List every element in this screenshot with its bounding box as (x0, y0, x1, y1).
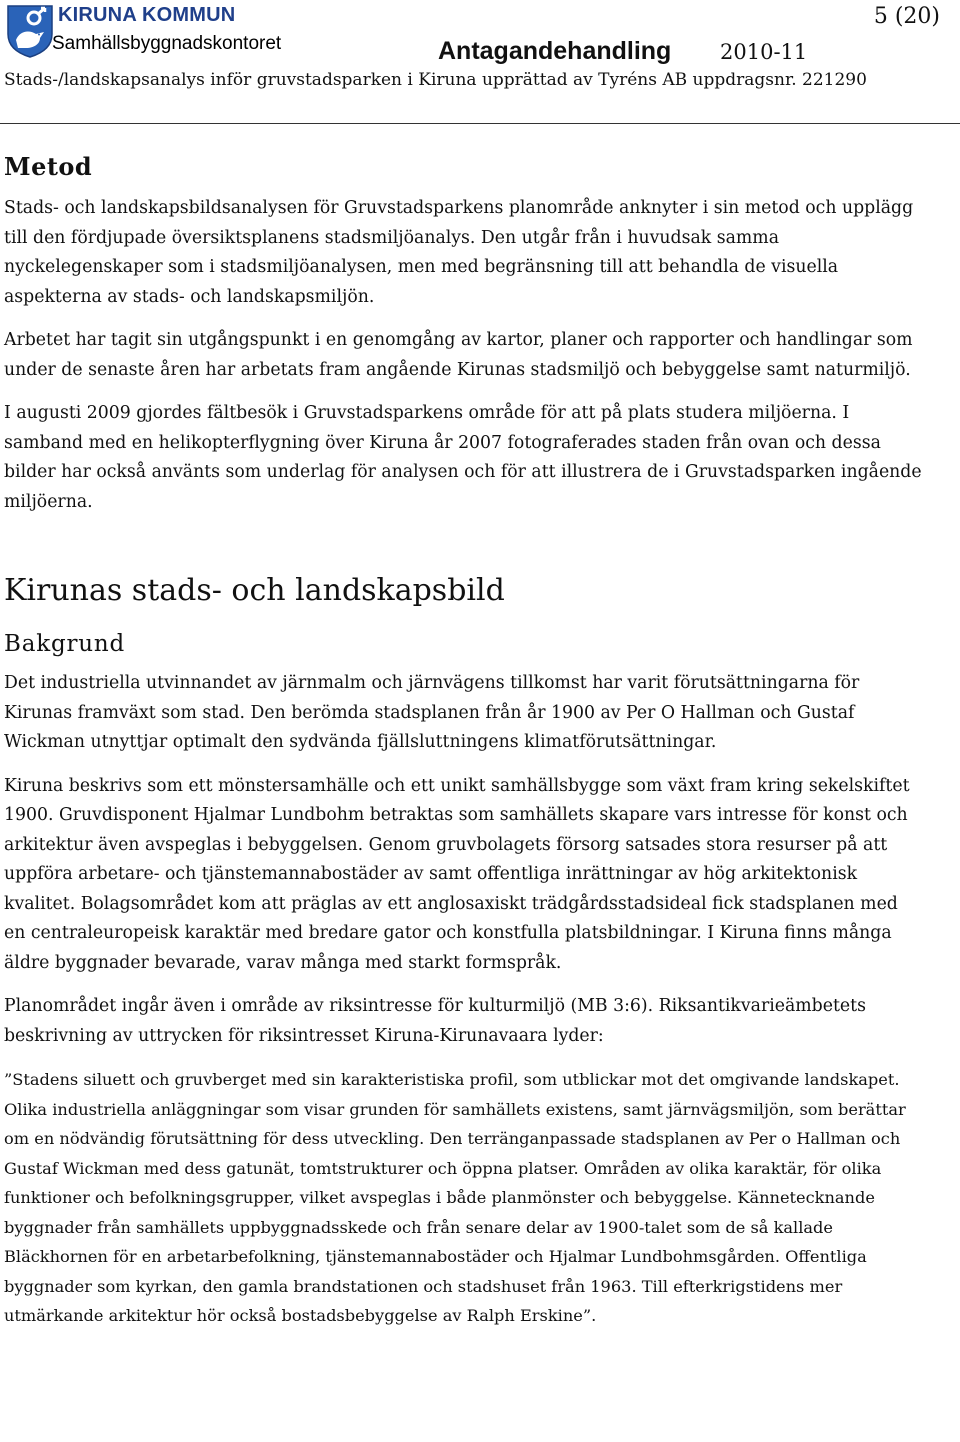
paragraph: Arbetet har tagit sin utgångspunkt i en genomgång av kartor, planer och rapporter och handlingar som under de senaste åren har arbetats fram angående Kirunas stadsmiljö och bebyggelse samt naturmiljö. (4, 330, 913, 380)
section-heading-stadsbild: Kirunas stads- och landskapsbild (4, 573, 505, 608)
document-type: Antagandehandling (438, 37, 672, 65)
paragraph: Planområdet ingår även i område av riksintresse för kulturmiljö (MB 3:6). Riksantikvarieämbetets beskrivning av uttrycken för riksintresset Kiruna-Kirunavaara lyder: (4, 996, 866, 1046)
paragraph: Det industriella utvinnandet av järnmalm och järnvägens tillkomst har varit förutsättningarna för Kirunas framväxt som stad. Den berömda stadsplanen från år 1900 av Per O Hallman och Gustaf Wickman utnyttjar optimalt den sydvända fjällsluttningens klimatförutsättningar. (4, 673, 860, 752)
document-subtitle: Stads-/landskapsanalys inför gruvstadsparken i Kiruna upprättad av Tyréns AB uppdragsnr. 221290 (4, 70, 867, 90)
section-heading-metod: Metod (4, 152, 93, 181)
paragraph: I augusti 2009 gjordes fältbesök i Gruvstadsparkens område för att på plats studera miljöerna. I samband med en helikopterflygning över Kiruna år 2007 fotograferades staden från ovan och dessa bilder har också använts som underlag för analysen och för att illustrera de i Gruvstadsparken ingående miljöerna. (4, 403, 922, 512)
document-body (4, 150, 924, 1331)
subheading-bakgrund: Bakgrund (4, 631, 126, 657)
office-name: Samhällsbyggnadskontoret (52, 33, 282, 54)
kiruna-coat-of-arms-icon (6, 4, 54, 58)
header-divider (0, 123, 960, 124)
paragraph: Kiruna beskrivs som ett mönstersamhälle och ett unikt samhällsbygge som växt fram kring sekelskiftet 1900. Gruvdisponent Hjalmar Lundbohm betraktas som samhällets skapare vars intresse för konst och arkitektur även avspeglas i bebyggelsen. Genom gruvbolagets försorg satsades stora resurser på att uppföra arbetare- och tjänstemannabostäder av samt offentliga inrättningar av hög arkitektonisk kvalitet. Bolagsområdet kom att präglas av ett anglosaxiskt trädgårdsstadsideal fick stadsplanen med en centraleuropeisk karaktär med bredare gator och konstfulla platsbildningar. I Kiruna finns många äldre byggnader bevarade, varav många med starkt formspråk. (4, 775, 910, 973)
organization-name: KIRUNA KOMMUN (58, 4, 236, 26)
page-number: 5 (20) (873, 4, 940, 29)
paragraph: Stads- och landskapsbildsanalysen för Gruvstadsparkens planområde anknyter i sin metod och upplägg till den fördjupade översiktsplanens stadsmiljöanalys. Den utgår från i huvudsak samma nyckelegenskaper som i stadsmiljöanalysen, men med begränsning till att behandla de visuella aspekterna av stads- och landskapsmiljön. (4, 198, 914, 307)
document-date: 2010-11 (720, 40, 808, 64)
quote-riksintresse: ”Stadens siluett och gruvberget med sin karakteristiska profil, som utblickar mot det omgivande landskapet. Olika industriella anläggningar som visar grunden för samhällets existens, samt järnvägsmiljön, som berättar om en nödvändig förutsättning för dess utveckling. Den terränganpassade stadsplanen av Per o Hallman och Gustaf Wickman med dess gatunät, tomtstrukturer och öppna platser. Områden av olika karaktär, för olika funktioner och befolkningsgrupper, vilket avspeglas i både planmönster och bebyggelse. Kännetecknande byggnader från samhällets uppbyggnadsskede och från senare delar av 1900-talet som de så kallade Bläckhornen för en arbetarbefolkning, tjänstemannabostäder och Hjalmar Lundbohmsgården. Offentliga byggnader som kyrkan, den gamla brandstationen och stadshuset från 1963. Till efterkrigstidens mer utmärkande arkitektur hör också bostadsbebyggelse av Ralph Erskine”. (4, 1070, 906, 1325)
